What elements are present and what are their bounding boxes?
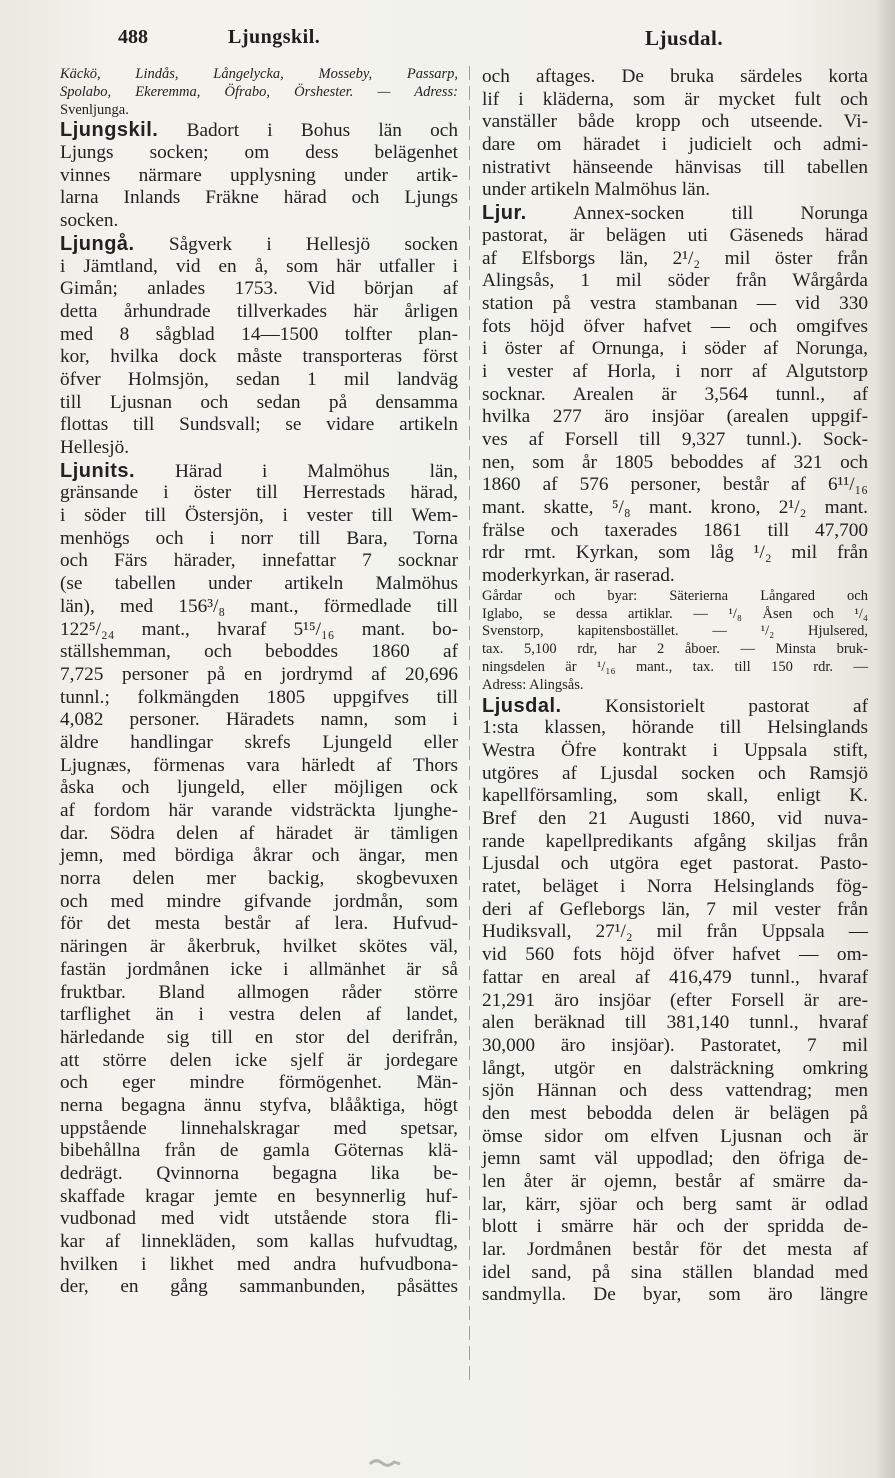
text-line xyxy=(60,1163,458,1186)
line-text: dedrägt. Qvinnorna begagna lika be- xyxy=(60,1163,458,1185)
text-line xyxy=(60,641,458,664)
text-line xyxy=(482,695,868,718)
text-line xyxy=(60,982,458,1005)
text-line xyxy=(60,550,458,573)
line-text: frälse och taxerades 1861 till 47,700 xyxy=(482,519,868,541)
line-text: i vester af Horla, i norr af Algutstorp xyxy=(482,360,868,382)
entry-headword: Ljungskil. xyxy=(60,119,159,142)
text-line xyxy=(60,256,458,279)
line-text: Svenstorp, kapitensbostället. — ¹/₂ Hjulsered, xyxy=(482,623,868,640)
text-line xyxy=(482,1262,868,1285)
line-text: larna Inlands Fräkne härad och Ljungs xyxy=(60,187,458,209)
line-text: Gårdar och byar: Säterierna Långared och xyxy=(482,587,868,604)
line-text: i öster af Ornunga, i söder af Norunga, xyxy=(482,338,868,360)
text-line xyxy=(482,474,868,497)
text-line xyxy=(60,891,458,914)
text-line xyxy=(60,709,458,732)
text-line xyxy=(60,1254,458,1277)
text-line xyxy=(482,876,868,899)
line-text: kor, hvilka dock måste transporteras först xyxy=(60,346,458,368)
line-text: kapellförsamling, som skall, enligt K. xyxy=(482,785,868,807)
text-line xyxy=(60,369,458,392)
text-line xyxy=(482,406,868,429)
line-text: vanställer både kropp och utseende. Vi- xyxy=(482,111,868,133)
running-header xyxy=(0,26,895,56)
line-text: idel sand, på sina ställen blandad med xyxy=(482,1261,868,1283)
text-line xyxy=(482,1171,868,1194)
line-text: 122⁵/₂₄ mant., hvaraf 5¹⁵/₁₆ mant. bo- xyxy=(60,618,458,640)
text-line xyxy=(60,482,458,505)
text-line xyxy=(60,732,458,755)
text-line xyxy=(482,293,868,316)
text-line xyxy=(482,677,868,695)
line-text: nerna begagna ännu styfva, blååktiga, högt xyxy=(60,1094,458,1116)
entry-headword: Ljunits. xyxy=(60,459,136,482)
text-line xyxy=(60,66,458,84)
line-text: Annex-socken till Norunga xyxy=(573,203,868,225)
line-text: der, en gång sammanbunden, påsättes xyxy=(60,1276,458,1298)
text-line xyxy=(60,573,458,596)
line-text: Badort i Bohus län och xyxy=(186,120,458,142)
line-text: dare om häradet i judicielt och admi- xyxy=(482,134,868,156)
line-text: rande kapellpredikants afgång skiljas från xyxy=(482,830,868,852)
text-line xyxy=(482,1103,868,1126)
line-text: och med mindre gifvande jordmån, som xyxy=(60,890,458,912)
line-text: Gimån; anlades 1753. Vid början af xyxy=(60,278,458,300)
line-text: pastorat, är belägen uti Gäseneds härad xyxy=(482,224,868,246)
line-text: 4,082 personer. Häradets namn, som i xyxy=(60,709,458,731)
line-text: kar af linnekläden, som kallas hufvudtag, xyxy=(60,1231,458,1253)
text-line xyxy=(482,497,868,520)
text-line xyxy=(482,157,868,180)
text-line xyxy=(60,755,458,778)
line-text: långt, utgör en dalsträckning omkring xyxy=(482,1057,868,1079)
text-line xyxy=(482,1148,868,1171)
line-text: ningsdelen är ¹/₁₆ mant., tax. till 150 rdr. — xyxy=(482,659,868,675)
line-text: län), med 156³/₈ mant., förmedlade till xyxy=(60,595,458,617)
text-line xyxy=(482,606,868,624)
line-text: i söder till Östersjön, i vester till Wem- xyxy=(60,505,458,527)
line-text: bibehållna från de gamla Göternas klä- xyxy=(60,1140,458,1162)
line-text: öfver Holmsjön, sedan 1 mil landväg xyxy=(60,368,458,390)
text-line xyxy=(60,119,458,142)
text-line xyxy=(482,1035,868,1058)
text-line xyxy=(482,111,868,134)
text-line xyxy=(482,588,868,606)
text-line xyxy=(482,899,868,922)
text-line xyxy=(482,384,868,407)
line-text: jemn samt väl uppodlad; den öfriga de- xyxy=(482,1148,868,1170)
line-text: fots höjd öfver hafvet — och omgifves xyxy=(482,315,868,337)
line-text: Käckö, Lindås, Långelycka, Mosseby, Passarp, xyxy=(60,66,458,82)
right-running-head: Ljusdal. xyxy=(645,26,724,50)
text-line xyxy=(482,452,868,475)
text-line xyxy=(482,1239,868,1262)
line-text: Svenljunga. xyxy=(60,101,129,118)
text-line xyxy=(482,717,868,740)
text-line xyxy=(482,1012,868,1035)
text-line xyxy=(482,1216,868,1239)
text-line xyxy=(60,233,458,256)
text-line xyxy=(60,346,458,369)
line-text: fattar en areal af 416,479 tunnl., hvaraf xyxy=(482,966,868,988)
text-line xyxy=(482,785,868,808)
line-text: moderkyrkan, är raserad. xyxy=(482,565,675,587)
text-line xyxy=(60,1072,458,1095)
text-line xyxy=(60,936,458,959)
text-line xyxy=(482,831,868,854)
line-text: dar. Södra delen af häradet är tämligen xyxy=(60,822,458,844)
line-text: socknar. Arealen är 3,564 tunnl., af xyxy=(482,383,868,405)
line-text: menhögs och i norr till Bara, Torna xyxy=(60,527,458,549)
line-text: ves af Forsell till 9,327 tunnl.). Sock- xyxy=(482,429,868,450)
line-text: för det mesta består af lera. Hufvud- xyxy=(60,913,458,935)
line-text: under artikeln Malmöhus län. xyxy=(482,179,711,201)
text-line xyxy=(60,1050,458,1073)
text-line xyxy=(482,763,868,786)
line-text: och Färs härader, innefattar 7 socknar xyxy=(60,550,458,572)
line-text: tarflighet än i vestra delen af landet, xyxy=(60,1004,458,1026)
line-text: mant. skatte, ⁵/₈ mant. krono, 2¹/₂ mant. xyxy=(482,497,868,519)
line-text: socken. xyxy=(60,210,119,232)
text-line xyxy=(482,565,868,588)
line-text: 21,291 äro insjöar (efter Forsell är are- xyxy=(482,989,868,1011)
text-line xyxy=(60,1186,458,1209)
text-line xyxy=(482,429,868,452)
line-text: (se tabellen under artikeln Malmöhus xyxy=(60,573,458,595)
text-line xyxy=(60,1095,458,1118)
line-text: detta århundrade tillverkades här årligen xyxy=(60,300,458,322)
line-text: åska och ljungeld, eller möjligen ock xyxy=(60,777,458,799)
text-line xyxy=(60,210,458,233)
text-line xyxy=(482,853,868,876)
text-line xyxy=(60,596,458,619)
line-text: flottas till Sundsvall; se vidare artikeln xyxy=(60,414,458,436)
line-text: Bref den 21 Augusti 1860, vid nuva- xyxy=(482,808,868,830)
text-line xyxy=(482,134,868,157)
line-text: Ljusdal och utgöra eget pastorat. Pasto- xyxy=(482,853,868,875)
line-text: äldre handlingar skrefs Ljungeld eller xyxy=(60,731,458,753)
text-line xyxy=(482,202,868,225)
line-text: lif i kläderna, som är mycket fult och xyxy=(482,88,868,110)
text-line xyxy=(482,179,868,202)
line-text: 1860 af 576 personer, består af 6¹¹/₁₆ xyxy=(482,474,868,496)
text-line xyxy=(482,225,868,248)
line-text: i Jämtland, vid en å, som här utfaller i xyxy=(60,255,458,277)
text-line xyxy=(482,921,868,944)
line-text: Spolabo, Ekeremma, Öfrabo, Örshester. — Adress: xyxy=(60,83,458,100)
line-text: sandmylla. De byar, som äro längre xyxy=(482,1284,868,1306)
text-line xyxy=(482,1194,868,1217)
line-text: vinnes närmare upplysning under artik- xyxy=(60,164,458,186)
text-line xyxy=(60,414,458,437)
line-text: uppstående linnehalskragar med spetsar, xyxy=(60,1117,458,1139)
text-line xyxy=(482,1284,868,1307)
line-text: Hellesjö. xyxy=(60,437,130,459)
line-text: Hudiksvall, 27¹/₂ mil från Uppsala — xyxy=(482,921,868,943)
line-text: Konsistorielt pastorat af xyxy=(605,695,868,717)
line-text: tax. 5,100 rdr, har 2 åboer. — Minsta bruk- xyxy=(482,641,868,658)
text-line xyxy=(482,316,868,339)
line-text: ömse sidor om elfven Ljusnan och är xyxy=(482,1125,868,1147)
text-line xyxy=(60,1027,458,1050)
right-text-column xyxy=(482,66,868,1307)
line-text: nen, som år 1805 beboddes af 321 och xyxy=(482,451,868,473)
page-edge-shadow xyxy=(875,0,895,1478)
text-line xyxy=(60,845,458,868)
text-line xyxy=(60,1276,458,1299)
text-line xyxy=(482,1126,868,1149)
line-text: gränsande i öster till Herrestads härad, xyxy=(60,482,458,504)
text-line xyxy=(60,1208,458,1231)
text-line xyxy=(60,1140,458,1163)
text-line xyxy=(60,913,458,936)
text-line xyxy=(482,66,868,89)
line-text: fruktbar. Bland allmogen råder större xyxy=(60,981,458,1003)
text-line xyxy=(482,808,868,831)
line-text: af fordom här varande vidsträckta ljunghe- xyxy=(60,800,458,822)
text-line xyxy=(60,102,458,120)
line-text: rdr rmt. Kyrkan, som låg ¹/₂ mil från xyxy=(482,542,868,564)
line-text: vid 560 fots höjd öfver hafvet — om- xyxy=(482,944,868,966)
text-line xyxy=(60,800,458,823)
line-text: Härad i Malmöhus län, xyxy=(175,460,458,482)
text-line xyxy=(482,361,868,384)
text-line xyxy=(482,659,868,677)
text-line xyxy=(482,967,868,990)
line-text: alen beräknad till 381,140 tunnl., hvaraf xyxy=(482,1012,868,1034)
text-line xyxy=(482,944,868,967)
line-text: ställshemman, och beboddes 1860 af xyxy=(60,641,458,663)
line-text: Ljugnæs, förmenas vara härledt af Thors xyxy=(60,754,458,776)
text-line xyxy=(60,324,458,347)
line-text: 1:sta klassen, hörande till Helsinglands xyxy=(482,717,868,739)
line-text: Adress: Alingsås. xyxy=(482,676,584,693)
text-line xyxy=(60,1231,458,1254)
line-text: till Ljusnan och sedan på densamma xyxy=(60,391,458,413)
line-text: af Elfsborgs län, 2¹/₂ mil öster från xyxy=(482,247,868,269)
text-line xyxy=(60,1118,458,1141)
line-text: näringen är åkerbruk, hvilket skötes väl, xyxy=(60,936,458,958)
entry-headword: Ljungå. xyxy=(60,232,135,255)
line-text: den mest bebodda delen är belägen på xyxy=(482,1102,868,1124)
text-line xyxy=(60,437,458,460)
line-text: lar, kärr, sjöar och berg samt är odlad xyxy=(482,1193,868,1215)
line-text: 30,000 äro insjöar). Pastoratet, 7 mil xyxy=(482,1034,868,1056)
line-text: Ljungs socken; om dess belägenhet xyxy=(60,142,458,164)
text-line xyxy=(60,687,458,710)
text-line xyxy=(60,142,458,165)
left-running-head: Ljungskil. xyxy=(228,26,321,48)
text-line xyxy=(482,520,868,543)
line-text: skaffade kragar jemte en besynnerlig huf- xyxy=(60,1185,458,1207)
text-line xyxy=(482,1058,868,1081)
line-text: härledande sig till en stor del derifrån, xyxy=(60,1026,458,1048)
text-line xyxy=(60,619,458,642)
text-line xyxy=(60,777,458,800)
text-line xyxy=(60,301,458,324)
line-text: blott i smärre här och der spridda de- xyxy=(482,1216,868,1238)
line-text: vudbonad med vidt utstående stora fli- xyxy=(60,1208,458,1230)
line-text: Iglabo, se dessa artiklar. — ¹/₈ Åsen och ¹/₄ xyxy=(482,605,868,622)
line-text: sjön Hännan och dess vattendrag; men xyxy=(482,1080,868,1102)
text-line xyxy=(482,248,868,271)
line-text: deri af Gefleborgs län, 7 mil vester från xyxy=(482,898,868,920)
text-line xyxy=(60,392,458,415)
column-divider xyxy=(469,66,470,1386)
text-line xyxy=(60,460,458,483)
text-line xyxy=(60,187,458,210)
text-line xyxy=(60,1004,458,1027)
printers-mark-icon xyxy=(366,1456,406,1470)
line-text: Westra Öfre kontrakt i Uppsala stift, xyxy=(482,739,868,761)
text-line xyxy=(60,664,458,687)
entry-headword: Ljusdal. xyxy=(482,694,562,717)
text-line xyxy=(482,740,868,763)
line-text: jemn, med bördiga åkrar och ängar, men xyxy=(60,845,458,867)
line-text: tunnl.; folkmängden 1805 uppgifves till xyxy=(60,686,458,708)
line-text: norra delen mer backig, skogbevuxen xyxy=(60,868,458,890)
line-text: hvilka 277 äro insjöar (arealen uppgif- xyxy=(482,406,868,428)
entry-headword: Ljur. xyxy=(482,202,527,225)
text-line xyxy=(60,868,458,891)
text-line xyxy=(482,641,868,659)
text-line xyxy=(482,990,868,1013)
line-text: 7,725 personer på en jordrymd af 20,696 xyxy=(60,663,458,685)
line-text: med 8 sågblad 14—1500 tolfter plan- xyxy=(60,323,458,345)
line-text: och eger mindre förmögenhet. Män- xyxy=(60,1072,458,1094)
line-text: Sågverk i Hellesjö socken xyxy=(168,233,458,255)
text-line xyxy=(60,278,458,301)
text-line xyxy=(482,623,868,641)
line-text: och aftages. De bruka särdeles korta xyxy=(482,66,868,87)
line-text: station på vestra stambanan — vid 330 xyxy=(482,292,868,314)
line-text: lar. Jordmånen består för det mesta af xyxy=(482,1239,868,1261)
text-line xyxy=(482,1080,868,1103)
text-line xyxy=(482,542,868,565)
text-line xyxy=(482,270,868,293)
line-text: len åter är ojemn, består af smärre da- xyxy=(482,1171,868,1193)
line-text: utgöres af Ljusdal socken och Ramsjö xyxy=(482,762,868,784)
text-line xyxy=(60,84,458,102)
line-text: fastän jordmånen icke i allmänhet är så xyxy=(60,958,458,980)
line-text: ratet, beläget i Norra Helsinglands fög- xyxy=(482,876,868,898)
line-text: nistrativt hänseende hänvisas till tabellen xyxy=(482,156,868,178)
line-text: hvilken i likhet med andra hufvudbona- xyxy=(60,1253,458,1275)
text-line xyxy=(60,959,458,982)
text-line xyxy=(482,89,868,112)
left-text-column xyxy=(60,66,458,1299)
text-line xyxy=(60,505,458,528)
line-text: att större delen icke sjelf är jordegare xyxy=(60,1049,458,1071)
text-line xyxy=(60,823,458,846)
text-line xyxy=(482,338,868,361)
line-text: Alingsås, 1 mil söder från Wårgårda xyxy=(482,270,868,292)
page-number: 488 xyxy=(118,26,148,48)
text-line xyxy=(60,528,458,551)
text-line xyxy=(60,165,458,188)
